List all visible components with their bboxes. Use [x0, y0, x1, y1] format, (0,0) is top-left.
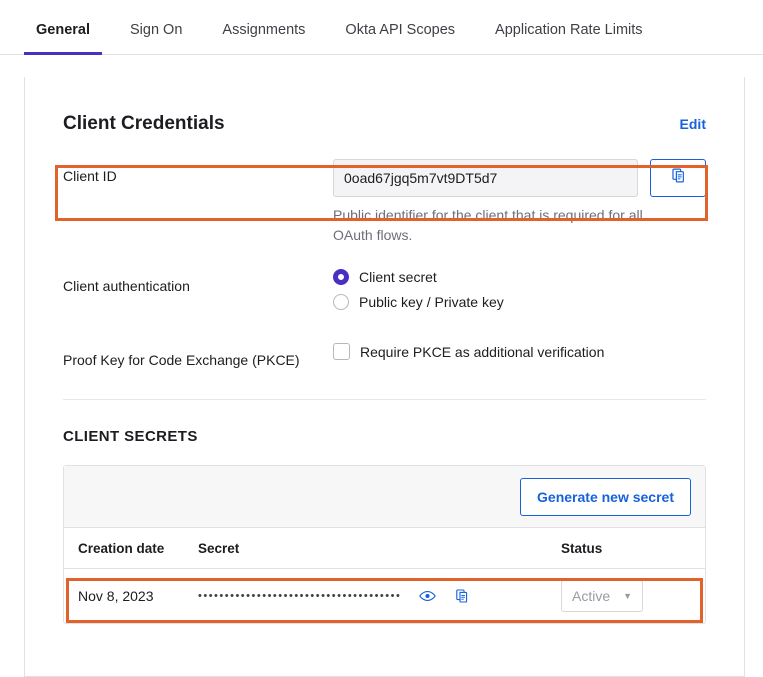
- radio-client-secret[interactable]: [333, 269, 706, 285]
- client-id-label: Client ID: [63, 168, 117, 184]
- tab-general[interactable]: [24, 22, 102, 55]
- edit-button[interactable]: Edit: [679, 116, 706, 132]
- cell-secret: [198, 588, 561, 604]
- client-authentication-row: [63, 269, 706, 319]
- table-header: [64, 528, 705, 569]
- generate-new-secret-button[interactable]: Generate new secret: [520, 478, 691, 516]
- client-authentication-options: [333, 269, 706, 319]
- cell-status: [561, 580, 691, 612]
- tab-bar: [0, 0, 763, 55]
- tab-general-label: General: [36, 22, 90, 38]
- pkce-checkbox-row[interactable]: [333, 343, 706, 360]
- tab-application-rate-limits-label: Application Rate Limits: [495, 22, 643, 38]
- radio-client-secret-label: Client secret: [359, 269, 437, 285]
- client-id-row: [63, 159, 706, 245]
- secret-masked-value: ••••••••••••••••••••••••••••••••••••••: [198, 590, 402, 602]
- tab-application-rate-limits[interactable]: [483, 22, 655, 55]
- tab-assignments[interactable]: [210, 22, 317, 55]
- client-id-field-group: [333, 159, 706, 245]
- client-secrets-section-title: CLIENT SECRETS: [63, 428, 198, 445]
- status-dropdown[interactable]: [561, 580, 643, 612]
- column-header-status: Status: [561, 540, 603, 556]
- eye-icon[interactable]: [419, 590, 436, 602]
- pkce-checkbox-label: Require PKCE as additional verification: [360, 343, 605, 360]
- tab-assignments-label: Assignments: [222, 22, 306, 38]
- status-dropdown-value: Active: [572, 588, 611, 604]
- client-secrets-table: [63, 465, 706, 624]
- radio-public-private-key[interactable]: [333, 294, 706, 310]
- client-credentials-card: [24, 77, 745, 677]
- client-id-help-text: Public identifier for the client that is required for all OAuth flows.: [333, 207, 643, 243]
- table-row: [64, 569, 705, 623]
- pkce-checkbox[interactable]: [333, 343, 350, 360]
- radio-public-private-key-indicator: [333, 294, 349, 310]
- client-secrets-toolbar: [64, 466, 705, 528]
- page-title: Client Credentials: [63, 113, 225, 134]
- chevron-down-icon: ▼: [623, 591, 632, 601]
- radio-public-private-key-label: Public key / Private key: [359, 294, 504, 310]
- client-authentication-label: Client authentication: [63, 278, 190, 294]
- tab-sign-on[interactable]: [118, 22, 194, 55]
- pkce-field-group: [333, 343, 706, 360]
- section-divider: [63, 399, 706, 400]
- column-header-creation-date: Creation date: [78, 540, 165, 556]
- client-id-input-wrap: [333, 159, 706, 197]
- column-header-secret: Secret: [198, 540, 240, 556]
- client-id-input[interactable]: 0oad67jgq5m7vt9DT5d7: [333, 159, 638, 197]
- tab-okta-api-scopes-label: Okta API Scopes: [345, 22, 456, 38]
- tab-okta-api-scopes[interactable]: [333, 22, 467, 55]
- tab-sign-on-label: Sign On: [130, 22, 183, 38]
- pkce-row: [63, 343, 706, 369]
- copy-icon[interactable]: [454, 588, 470, 604]
- radio-client-secret-indicator: [333, 269, 349, 285]
- copy-client-id-button[interactable]: [650, 159, 706, 197]
- copy-icon: [670, 167, 687, 189]
- cell-creation-date: Nov 8, 2023: [78, 588, 154, 604]
- pkce-label: Proof Key for Code Exchange (PKCE): [63, 352, 300, 368]
- card-header: [63, 77, 706, 135]
